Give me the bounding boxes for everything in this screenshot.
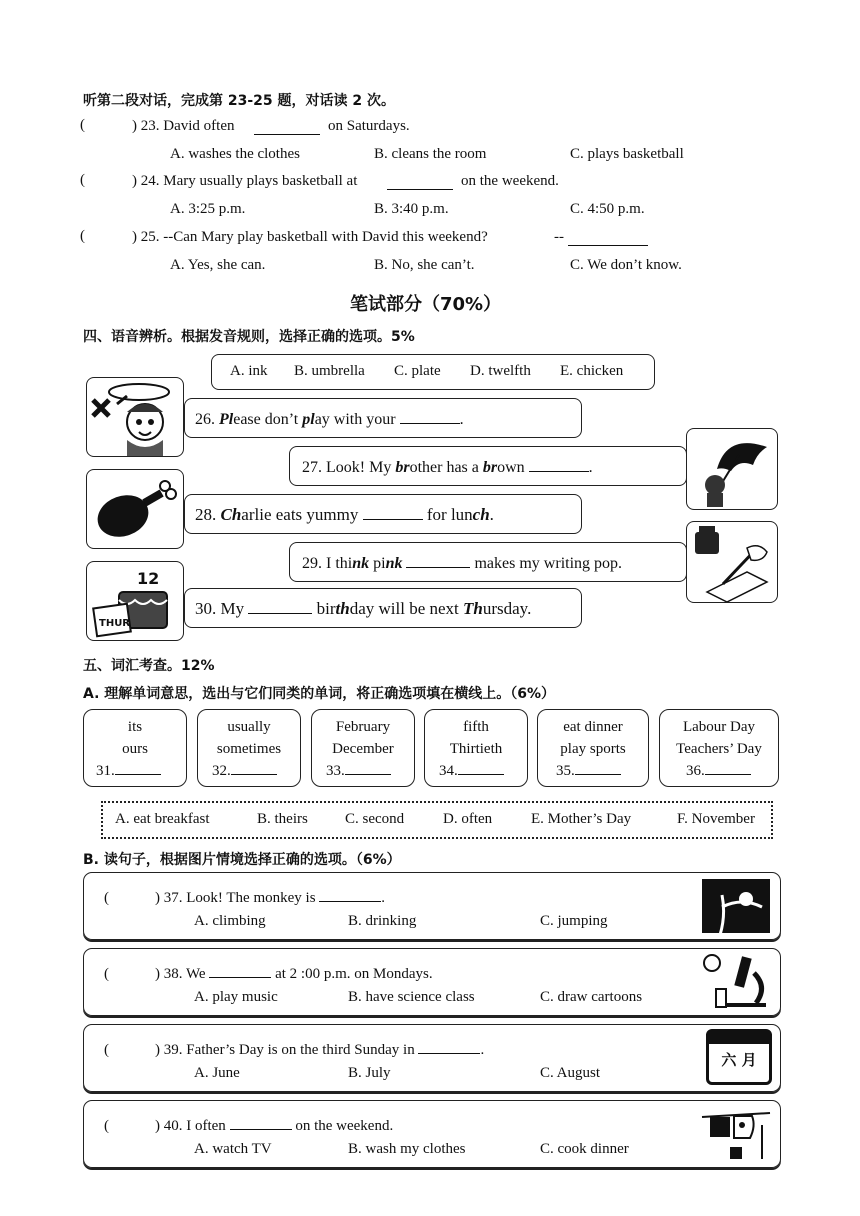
cake-calendar-label: THUR [99, 618, 131, 629]
birthday-cake-picture [86, 561, 184, 641]
option-a: A. 3:25 p.m. [170, 201, 246, 217]
phonics-q30-box [184, 588, 582, 628]
card-word: December [332, 741, 394, 757]
picture-question-39 [83, 1024, 781, 1092]
option-a: A. play music [194, 989, 278, 1005]
vocab-card-32 [197, 709, 301, 787]
word-bank-item: E. Mother’s Day [531, 811, 632, 827]
answer-blank[interactable] [568, 231, 648, 246]
answer-blank[interactable] [115, 760, 161, 775]
picture-question-40 [83, 1100, 781, 1168]
answer-blank[interactable] [705, 760, 751, 775]
option-b: B. cleans the room [374, 146, 487, 162]
phonics-q28-box [184, 494, 582, 534]
question-stem: ( ) 37. Look! The monkey is . [104, 887, 385, 907]
option-a: A. watch TV [194, 1141, 272, 1157]
phonics-option: A. ink [230, 363, 268, 379]
phonics-q29: 29. I think pink makes my writing pop. [302, 555, 623, 572]
phonics-q28: 28. Charlie eats yummy for lunch. [195, 505, 494, 524]
phonics-q26-box [184, 398, 582, 438]
ink-pen-icon [687, 522, 777, 602]
phonics-option-box [211, 354, 655, 390]
card-answer: 33. [312, 760, 414, 782]
boy-plate-icon [87, 378, 183, 456]
answer-blank[interactable] [418, 1039, 480, 1054]
phonics-q27-box [289, 446, 687, 486]
word-bank-item: D. often [443, 811, 493, 827]
word-bank-item: C. second [345, 811, 405, 827]
card-answer: 34. [425, 760, 527, 782]
picture-question-38 [83, 948, 781, 1016]
answer-blank[interactable] [529, 457, 589, 472]
phonics-q30: 30. My birthday will be next Thursday. [195, 599, 532, 618]
card-word: its [127, 719, 143, 735]
option-a: A. climbing [194, 913, 266, 929]
phonics-q26: 26. Please don’t play with your . [195, 411, 464, 428]
card-word: Teachers’ Day [676, 741, 762, 757]
chicken-leg-icon [87, 470, 183, 548]
answer-blank[interactable] [209, 963, 271, 978]
answer-blank[interactable] [400, 409, 460, 424]
card-word: Thirtieth [449, 741, 503, 757]
vocab-card-34 [424, 709, 528, 787]
option-b: B. drinking [348, 913, 417, 929]
word-bank-item: B. theirs [257, 811, 308, 827]
answer-blank[interactable] [363, 505, 423, 520]
card-answer: 31. [84, 760, 186, 782]
card-answer: 32. [198, 760, 300, 782]
answer-paren: ( [80, 228, 85, 244]
answer-paren: ( [80, 117, 85, 133]
answer-blank[interactable] [575, 760, 621, 775]
question-stem: ( ) 38. We at 2 :00 p.m. on Mondays. [104, 963, 433, 983]
answer-blank[interactable] [458, 760, 504, 775]
umbrella-icon [687, 429, 777, 509]
option-b: B. No, she can’t. [374, 257, 475, 273]
phonics-q27: 27. Look! My brother has a brown . [302, 459, 593, 476]
answer-blank[interactable] [406, 553, 470, 568]
card-word: Labour Day [682, 719, 756, 735]
card-word: play sports [560, 741, 626, 757]
monkey-tree-icon [700, 877, 772, 935]
vocab-card-31 [83, 709, 187, 787]
section5-heading: 五、词汇考查。12% [83, 658, 215, 674]
option-b: B. have science class [348, 989, 475, 1005]
boy-with-plate-picture [86, 377, 184, 457]
option-c: C. plays basketball [570, 146, 684, 162]
card-answer: 35. [538, 760, 648, 782]
vocab-card-33 [311, 709, 415, 787]
option-c: C. draw cartoons [540, 989, 643, 1005]
phonics-option: D. twelfth [470, 363, 531, 379]
question-stem-end: on Saturdays. [328, 118, 410, 134]
card-word: ours [122, 741, 148, 757]
phonics-option: E. chicken [560, 363, 624, 379]
chicken-leg-picture [86, 469, 184, 549]
option-c: C. cook dinner [540, 1141, 629, 1157]
question-stem-end: on the weekend. [461, 173, 559, 189]
microscope-icon [700, 953, 772, 1011]
phonics-option: B. umbrella [294, 363, 365, 379]
listening-instruction: 听第二段对话，完成第 23-25 题，对话读 2 次。 [83, 93, 396, 109]
card-word: usually [227, 719, 271, 735]
answer-blank[interactable] [387, 175, 453, 190]
answer-blank[interactable] [319, 887, 381, 902]
option-b: B. July [348, 1065, 391, 1081]
svg-text:12: 12 [137, 569, 160, 588]
answer-blank[interactable] [248, 599, 312, 614]
option-b: B. 3:40 p.m. [374, 201, 449, 217]
option-c: C. 4:50 p.m. [570, 201, 645, 217]
card-word: February [335, 719, 391, 735]
phonics-q29-box [289, 542, 687, 582]
calendar-top-bar [709, 1032, 769, 1044]
option-a: A. Yes, she can. [170, 257, 266, 273]
option-b: B. wash my clothes [348, 1141, 466, 1157]
option-c: C. jumping [540, 913, 608, 929]
laundry-clothes-icon [700, 1105, 772, 1163]
vocab-card-36 [659, 709, 779, 787]
card-word: fifth [463, 719, 489, 735]
question-stem: ( ) 39. Father’s Day is on the third Sunday in . [104, 1039, 484, 1059]
calendar-icon [706, 1029, 772, 1085]
answer-blank[interactable] [231, 760, 277, 775]
umbrella-picture [686, 428, 778, 510]
section5-part-b-heading: B. 读句子，根据图片情境选择正确的选项。（6%） [83, 852, 401, 868]
option-a: A. washes the clothes [170, 146, 300, 162]
word-bank-item: A. eat breakfast [115, 811, 210, 827]
question-stem: ) 24. Mary usually plays basketball at [132, 173, 358, 189]
option-a: A. June [194, 1065, 240, 1081]
card-word: sometimes [216, 741, 282, 757]
calendar-month: 六 月 [721, 1051, 757, 1069]
vocab-card-35 [537, 709, 649, 787]
written-section-title: 笔试部分（70%） [350, 294, 502, 315]
question-stem: ) 23. David often [132, 118, 235, 134]
answer-blank[interactable] [230, 1115, 292, 1130]
answer-paren: ( [80, 172, 85, 188]
option-c: C. August [540, 1065, 601, 1081]
option-c: C. We don’t know. [570, 257, 682, 273]
section5-part-a-heading: A. 理解单词意思，选出与它们同类的单词，将正确选项填在横线上。（6%） [83, 686, 556, 702]
question-stem: ) 25. --Can Mary play basketball with David this weekend? [132, 229, 488, 245]
card-word: eat dinner [563, 719, 623, 735]
card-answer: 36. [660, 760, 778, 782]
picture-question-37 [83, 872, 781, 940]
answer-blank[interactable] [254, 120, 320, 135]
ink-pen-picture [686, 521, 778, 603]
answer-dash: -- [554, 229, 564, 245]
word-bank [101, 801, 773, 839]
question-stem: ( ) 40. I often on the weekend. [104, 1115, 393, 1135]
phonics-option: C. plate [394, 363, 441, 379]
section4-heading: 四、语音辨析。根据发音规则，选择正确的选项。5% [83, 329, 415, 345]
word-bank-item: F. November [677, 811, 755, 827]
answer-blank[interactable] [345, 760, 391, 775]
